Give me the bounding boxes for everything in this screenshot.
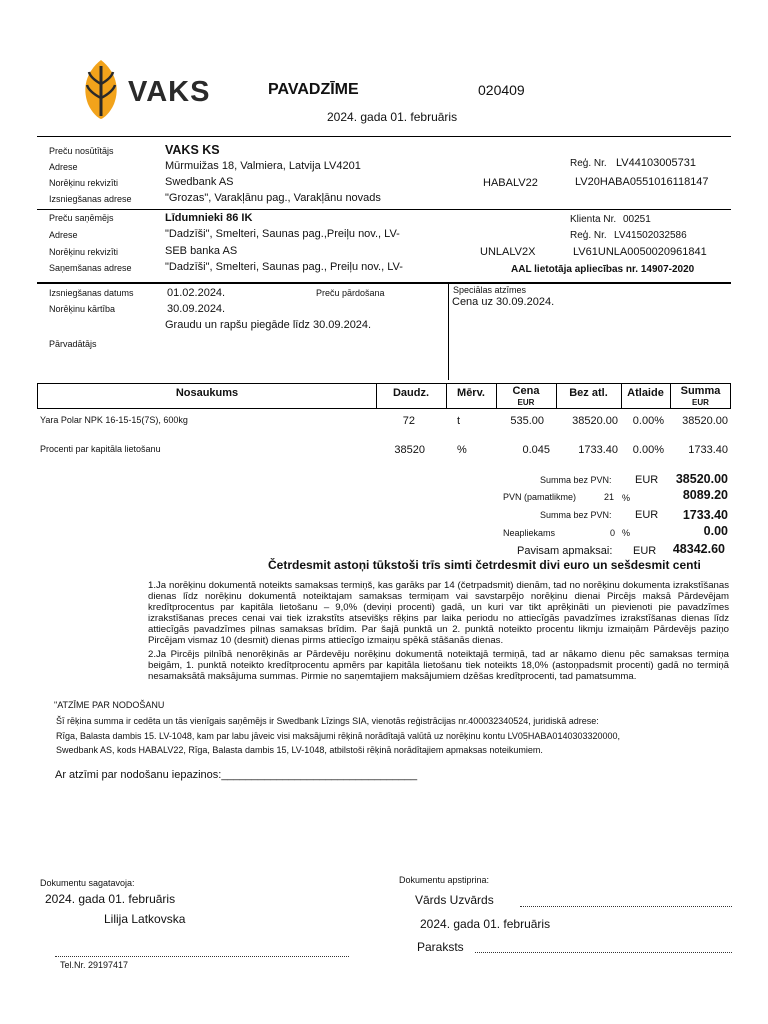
col-sum-unit: EUR xyxy=(692,398,709,407)
prepared-date: 2024. gada 01. februāris xyxy=(45,892,176,906)
assignment-line-2: Rīga, Balasta dambis 15. LV-1048, kam par labu jāveic visi maksājumi rēķinā norādītajā valūtā uz norēķinu kontu LV05HABA0140303320000, xyxy=(56,731,621,741)
vat-label: PVN (pamatlikme) xyxy=(503,492,577,502)
col-price xyxy=(496,386,556,408)
carrier-label: Pārvadātājs xyxy=(49,339,97,349)
sender-reg-label: Reģ. Nr. xyxy=(570,158,607,169)
approved-label: Dokumentu apstiprina: xyxy=(399,875,490,885)
row-qty: 38520 xyxy=(394,444,425,456)
receiver-bic: UNLALV2X xyxy=(480,246,536,258)
row-name: Procenti par kapitāla lietošanu xyxy=(40,444,161,454)
row-unit: % xyxy=(457,444,467,456)
sender-bic: HABALV22 xyxy=(483,177,538,189)
phone: Tel.Nr. 29197417 xyxy=(60,960,129,970)
approved-date: 2024. gada 01. februāris xyxy=(420,917,551,931)
receiver-address-label: Adrese xyxy=(49,230,78,240)
col-qty: Daudz. xyxy=(392,387,430,399)
payment-label: Norēķinu kārtība xyxy=(49,304,116,314)
net1-currency: EUR xyxy=(635,474,659,486)
document-date: 2024. gada 01. februāris xyxy=(327,110,458,124)
vaks-logo xyxy=(80,58,214,120)
row-price: 0.045 xyxy=(522,444,550,456)
col-sum xyxy=(670,386,731,408)
receiver-account: LV61UNLA0050020961841 xyxy=(573,246,707,258)
sender-label: Preču nosūtītājs xyxy=(49,146,114,156)
exempt-value: 0.00 xyxy=(703,524,728,538)
sender-address: Mūrmuižas 18, Valmiera, Latvija LV4201 xyxy=(165,160,361,172)
table-row xyxy=(0,415,768,429)
assignment-title: "ATZĪME PAR NODOŠANU xyxy=(54,700,165,710)
assignment-ack: Ar atzīmi par nodošanu iepazinos:________________________________ xyxy=(55,769,418,781)
issue-date: 01.02.2024. xyxy=(167,287,226,299)
col-price-unit: EUR xyxy=(517,398,535,407)
row-sum: 38520.00 xyxy=(682,415,728,427)
sender-bank: Swedbank AS xyxy=(165,176,234,188)
receiver-label: Preču saņēmējs xyxy=(49,213,114,223)
sender-account: LV20HABA0551016118147 xyxy=(575,176,709,188)
row-net: 38520.00 xyxy=(572,415,618,427)
sender-name: VAKS KS xyxy=(165,143,220,157)
vat-rate: 21 xyxy=(604,492,615,502)
receiver-bank: SEB banka AS xyxy=(165,245,238,257)
row-unit: t xyxy=(457,415,461,427)
sender-issue-address: "Grozas", Varakļānu pag., Varakļānu novads xyxy=(165,192,381,204)
sender-address-label: Adrese xyxy=(49,162,78,172)
exempt-rate: 0 xyxy=(610,528,616,538)
special-text: Cena uz 30.09.2024. xyxy=(452,296,555,308)
row-qty: 72 xyxy=(402,415,415,427)
total-label: Pavisam apmaksai: xyxy=(517,545,613,557)
vat-pct: % xyxy=(622,493,631,503)
receiver-client-no: 00251 xyxy=(623,214,651,225)
document-title: PAVADZĪME xyxy=(268,81,359,98)
assignment-line-3: Swedbank AS, kods HABALV22, Rīga, Balasta dambis 15, LV-1048, atbilstoši rēķinā norādītajiem apmaksas noteikumiem. xyxy=(56,745,543,755)
receiver-reg-no: LV41502032586 xyxy=(614,230,687,241)
payment-note: Graudu un rapšu piegāde līdz 30.09.2024. xyxy=(165,319,372,331)
issue-date-label: Izsniegšanas datums xyxy=(49,288,134,298)
receiver-bank-label: Norēķinu rekvizīti xyxy=(49,247,119,257)
prepared-label: Dokumentu sagatavoja: xyxy=(40,878,135,888)
sender-reg-no: LV44103005731 xyxy=(616,157,696,169)
sender-bank-label: Norēķinu rekvizīti xyxy=(49,178,119,188)
receiver-receive-address: "Dadzīši", Smelteri, Saunas pag., Preiļu nov., LV- xyxy=(165,261,403,273)
receiver-name: Līdumnieki 86 IK xyxy=(165,212,253,224)
net1-label: Summa bez PVN: xyxy=(540,475,612,485)
exempt-label: Neapliekams xyxy=(503,528,556,538)
vat-value: 8089.20 xyxy=(682,488,728,502)
receiver-client-label: Klienta Nr. xyxy=(570,214,617,225)
col-price-label: Cena xyxy=(512,385,540,397)
receiver-address: "Dadzīši", Smelteri, Saunas pag.,Preiļu nov., LV- xyxy=(165,228,400,240)
total-value: 48342.60 xyxy=(672,542,725,556)
sale-label: Preču pārdošana xyxy=(316,288,385,298)
sign-label: Paraksts xyxy=(417,940,464,954)
clause-1: 1.Ja norēķinu dokumentā noteikts samaksas termiņš, kas garāks par 14 (četrpadsmit) dienām, tad no norēķinu dokumenta izrakstīšanas dienas līdz norēķinu dokumentā noteiktajam samaksas termiņam vai savstarpējo norēķinu dienai Pircējs maksā Pārdevējam kredītprocentus par kapitāla lietošanu – 9,0% (deviņi procenti) gadā, un kuri var tikt aprēķināti un pievienoti pie pavadzīmes izrakstīšanas preces cenai vai tiek izrakstīts atsevišķs rēķins par laika periodu no attiecīgās pavadzīmes izrakstīšanas dienas līdz attiecīgās pavadzīmes pilnas samaksas brīdim. Par šajā punktā un 2. punktā noteikto procentu likmju izmaiņām Pārdevējs paziņo Pircējam vismaz 10 (desmit) dienas pirms attiecīgo izmaiņu spēkā stāšanās dienas. xyxy=(148,580,729,646)
leaf-icon xyxy=(80,58,122,120)
col-sum-label: Summa xyxy=(680,385,721,397)
net2-currency: EUR xyxy=(635,509,659,521)
document-number: 020409 xyxy=(478,82,525,98)
row-sum: 1733.40 xyxy=(688,444,728,456)
table-header xyxy=(37,383,731,409)
net1-value: 38520.00 xyxy=(675,472,728,486)
row-net: 1733.40 xyxy=(578,444,618,456)
exempt-pct: % xyxy=(622,528,631,538)
prepared-name: Lilija Latkovska xyxy=(104,912,186,926)
payment-date: 30.09.2024. xyxy=(167,303,226,315)
total-currency: EUR xyxy=(633,545,657,557)
col-net: Bez atl. xyxy=(569,387,608,399)
row-discount: 0.00% xyxy=(632,444,664,456)
col-name: Nosaukums xyxy=(175,387,239,399)
net2-value: 1733.40 xyxy=(682,508,728,522)
clause-2: 2.Ja Pircējs pilnībā nenorēķinās ar Pārdevēju norēķinu dokumentā noteiktajā termiņā, tad ar nākamo dienu pēc samaksas termiņa beigām, 1. punktā noteikto kredītprocentu apmērs par kapitāla lietošanu tiek noteikts 18,0% (astoņpadsmit procenti) gadā no termiņā nesamaksātā maksājuma summas. Pirmie no saņemtajiem maksājumiem dzēšas kredītprocenti, tad pamatsumma. xyxy=(148,649,729,682)
assignment-line-1: Šī rēķina summa ir cedēta un tās vienīgais saņēmējs ir Swedbank Līzings SIA, vienotās reģistrācijas nr.400032340524, juridiskā adrese: xyxy=(56,716,599,726)
table-row xyxy=(0,444,768,458)
col-discount: Atlaide xyxy=(627,387,664,399)
row-discount: 0.00% xyxy=(632,415,664,427)
row-name: Yara Polar NPK 16-15-15(7S), 600kg xyxy=(40,415,188,425)
receiver-receive-label: Saņemšanas adrese xyxy=(49,263,132,273)
name-label: Vārds Uzvārds xyxy=(415,893,494,907)
total-in-words: Četrdesmit astoņi tūkstoši trīs simti četrdesmit divi euro un sešdesmit centi xyxy=(268,558,701,572)
special-label: Speciālas atzīmes xyxy=(453,285,527,295)
col-unit: Mērv. xyxy=(457,387,485,399)
receiver-aal: AAL lietotāja apliecības nr. 14907-2020 xyxy=(511,264,695,275)
net2-label: Summa bez PVN: xyxy=(540,510,612,520)
receiver-reg-label: Reģ. Nr. xyxy=(570,230,607,241)
row-price: 535.00 xyxy=(510,415,544,427)
sender-issue-label: Izsniegšanas adrese xyxy=(49,194,132,204)
logo-text: VAKS xyxy=(128,76,211,108)
